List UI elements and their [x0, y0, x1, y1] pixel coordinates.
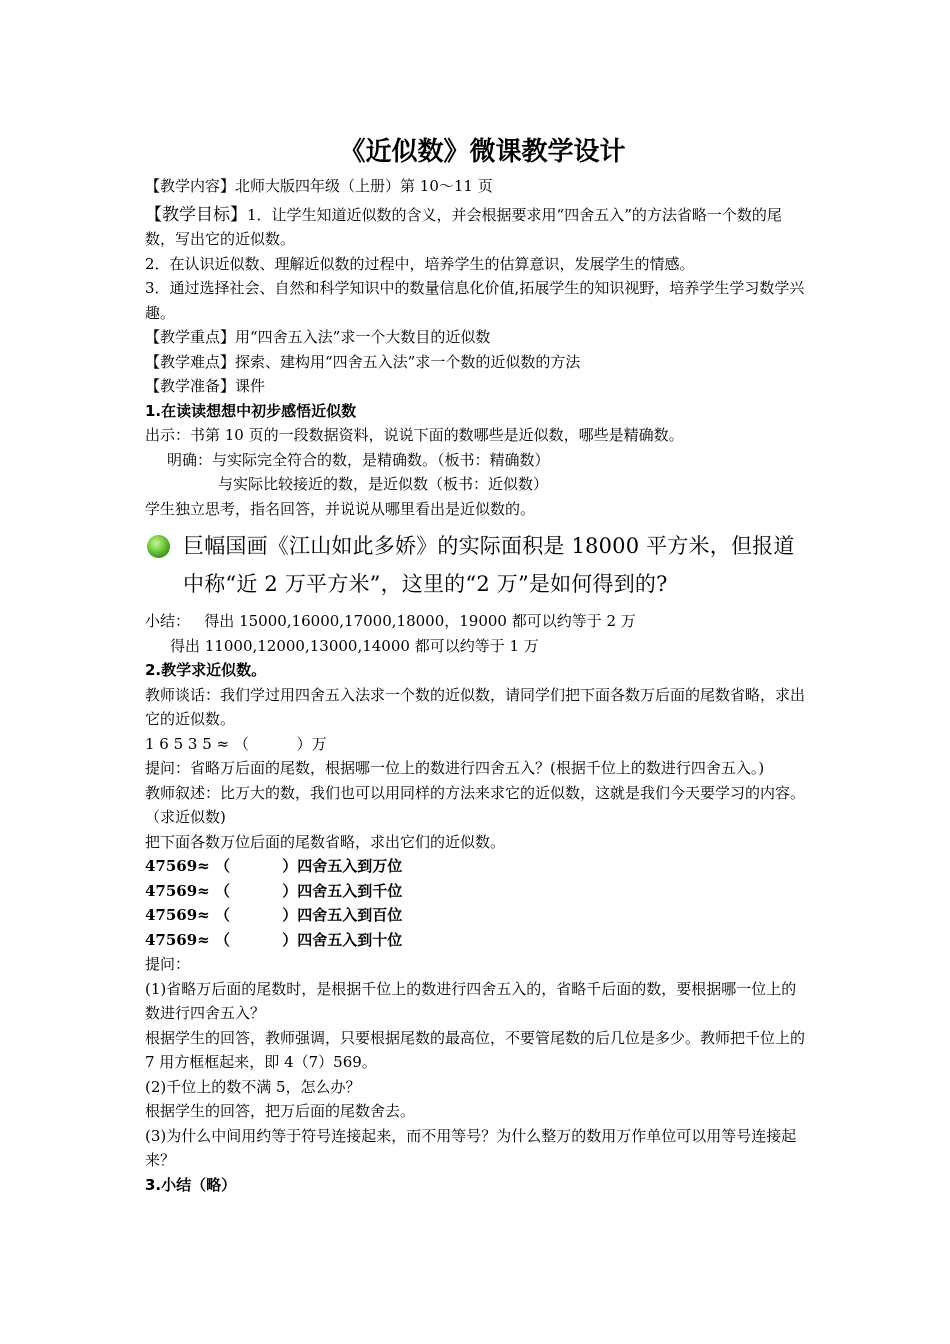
teaching-content [145, 174, 810, 199]
green-bullet-icon [147, 535, 170, 558]
section-2-task: 把下面各数万位后面的尾数省略，求出它们的近似数。 [145, 832, 506, 851]
exercise-item: 47569≈ （ ）四舍五入到千位 [145, 881, 403, 900]
teaching-goals-tag: 【教学目标】 [145, 204, 247, 225]
key-point [145, 325, 810, 350]
section-3-heading: 3.小结（略） [145, 1175, 237, 1194]
preparation-text: 课件 [235, 377, 266, 395]
section-2-narrate: 教师叙述：比万大的数，我们也可以用同样的方法来求它的近似数，这就是我们今天要学习的内容。（求近似数) [145, 783, 806, 826]
preparation-tag: 【教学准备】 [145, 377, 236, 395]
ask-label: 提问： [145, 955, 191, 973]
slide-callout-text: 巨幅国画《江山如此多娇》的实际面积是 18000 平方米，但报道中称“近 2 万平方米”，这里的“2 万”是如何得到的? [183, 534, 795, 596]
section-2-question: 提问：省略万后面的尾数，根据哪一位上的数进行四舍五入？(根据千位上的数进行四舍五入。) [145, 759, 765, 777]
difficulty [145, 350, 810, 375]
section-1-think: 学生独立思考，指名回答，并说说从哪里看出是近似数的。 [145, 499, 536, 518]
section-1-heading: 1.在读读想想中初步感悟近似数 [145, 401, 357, 420]
exercise-item: 47569≈ （ ）四舍五入到十位 [145, 930, 403, 949]
slide-callout [145, 527, 810, 603]
section-1-summary-2: 得出 11000,12000,13000,14000 都可以约等于 1 万 [170, 636, 539, 655]
section-2-heading: 2.教学求近似数。 [145, 661, 267, 679]
question-3: (3)为什么中间用约等于符号连接起来，而不用等号？为什么整万的数用万作单位可以用等号连接起来？ [145, 1126, 797, 1169]
teaching-content-text: 北师大版四年级（上册）第 10～11 页 [235, 177, 493, 195]
section-1-clarify-exact: 明确：与实际完全符合的数，是精确数。（板书：精确数） [167, 450, 550, 469]
section-1-show: 出示：书第 10 页的一段数据资料，说说下面的数哪些是近似数，哪些是精确数。 [145, 426, 684, 444]
exercise-item: 47569≈ （ ）四舍五入到百位 [145, 906, 403, 924]
exercise-item: 47569≈ （ ）四舍五入到万位 [145, 857, 403, 875]
question-1: (1)省略万后面的尾数时，是根据千位上的数进行四舍五入的，省略千后面的数，要根据哪一位上的数进行四舍五入？ [145, 979, 797, 1022]
section-1-clarify-approx: 与实际比较接近的数，是近似数（板书：近似数） [218, 475, 549, 493]
answer-1: 根据学生的回答，教师强调，只要根据尾数的最高位，不要管尾数的后几位是多少。教师把千位上的 7 用方框框起来，即 4（7）569。 [145, 1028, 810, 1071]
question-2: (2)千位上的数不满 5，怎么办？ [145, 1077, 361, 1096]
teaching-content-tag: 【教学内容】 [145, 177, 236, 195]
key-point-tag: 【教学重点】 [145, 328, 236, 346]
document-title: 《近似数》微课教学设计 [339, 137, 626, 167]
section-2-example: 1 6 5 3 5 ≈ （ ）万 [145, 734, 327, 753]
section-1-summary-1: 小结： 得出 15000,16000,17000,18000，19000 都可以约等于 2 万 [145, 612, 636, 630]
teaching-goals-3: 3．通过选择社会、自然和科学知识中的数量信息化价值,拓展学生的知识视野，培养学生学习数学兴趣。 [145, 279, 805, 322]
section-2-talk: 教师谈话：我们学过用四舍五入法求一个数的近似数，请同学们把下面各数万后面的尾数省略，求出它的近似数。 [145, 685, 806, 728]
teaching-goals-2: 2．在认识近似数、理解近似数的过程中，培养学生的估算意识，发展学生的情感。 [145, 254, 695, 273]
preparation [145, 374, 810, 399]
teaching-goals [145, 203, 810, 252]
answer-2: 根据学生的回答，把万后面的尾数舍去。 [145, 1102, 416, 1120]
difficulty-tag: 【教学难点】 [145, 352, 236, 371]
key-point-text: 用“四舍五入法”求一个大数目的近似数 [235, 328, 491, 346]
document-page [145, 130, 810, 1197]
teaching-goals-text-1: 1．让学生知道近似数的含义，并会根据要求用“四舍五入”的方法省略一个数的尾数，写出它的近似数。 [145, 205, 782, 248]
difficulty-text: 探索、建构用“四舍五入法”求一个数的近似数的方法 [235, 352, 581, 371]
